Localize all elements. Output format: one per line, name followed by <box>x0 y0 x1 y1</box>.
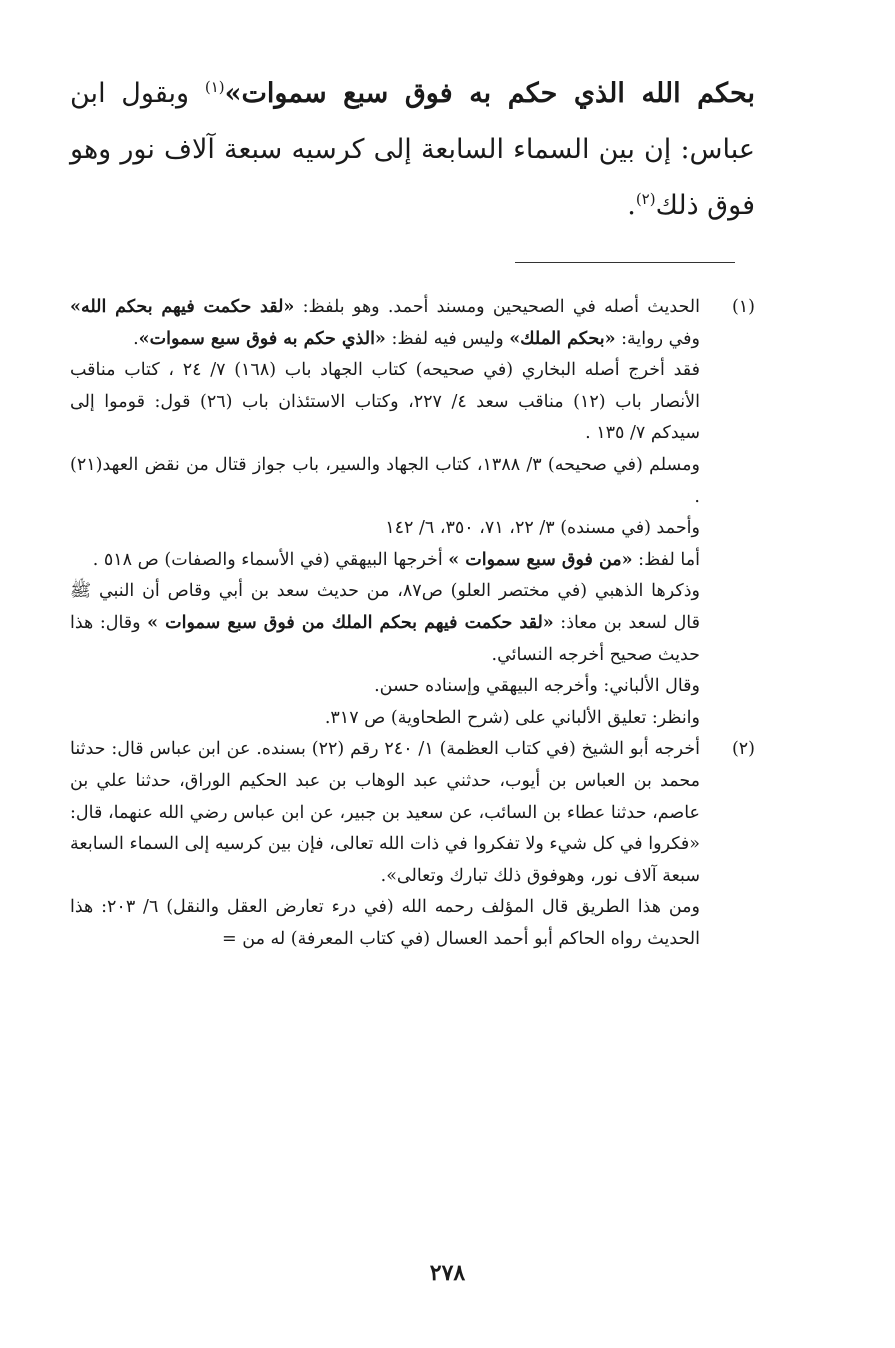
footnote-paragraph: وقال الألباني: وأخرجه البيهقي وإسناده حسن. <box>374 676 700 697</box>
footnote-paragraph: وانظر: تعليق الألباني على (شرح الطحاوية) ص ٣١٧. <box>324 707 700 728</box>
footnote-paragraph <box>70 545 700 577</box>
main-bold-quote: بحكم الله الذي حكم به فوق سبع سموات» <box>224 78 755 109</box>
main-text <box>70 66 755 234</box>
bold-quote: «من فوق سبع سموات » <box>448 549 633 570</box>
page-number: ٢٧٨ <box>429 1260 466 1286</box>
main-paragraph <box>70 66 755 234</box>
footnotes <box>70 292 755 955</box>
main-text-end: . <box>627 190 636 221</box>
footnote-2 <box>70 734 755 955</box>
footnote-paragraph <box>70 292 700 355</box>
text-run: وذكرها الذهبي (في مختصر العلو) ص٨٧، من حديث سعد بن أبي وقاص أن النبي ﷺ قال لسعد بن معاذ: <box>70 581 700 633</box>
footnote-paragraph: فقد أخرج أصله البخاري (في صحيحه) كتاب الجهاد باب (١٦٨) ٧/ ٢٤ ، كتاب مناقب الأنصار باب (١٢) مناقب سعد ٤/ ٢٢٧، وكتاب الاستئذان باب (٢٦) قول: قوموا إلى سيدكم ٧/ ١٣٥ . <box>70 360 700 444</box>
footnote-paragraph: أخرجه أبو الشيخ (في كتاب العظمة) ١/ ٢٤٠ رقم (٢٢) بسنده. عن ابن عباس قال: حدثنا محمد بن العباس بن أيوب، حدثني عبد الوهاب بن عبد الحكيم الوراق، حدثنا علي بن عاصم، حدثنا عطاء بن السائب، عن سعيد بن جبير، عن ابن عباس رضي الله عنهما، قال: «فكروا في كل شيء ولا تفكروا في ذات الله تعالى، فإن بين كرسيه إلى السماء السابعة سبعة آلاف نور، وهوفوق ذلك تبارك وتعالى». <box>70 739 701 886</box>
text-run: وفي رواية: <box>615 328 700 349</box>
footnote-separator <box>515 262 735 263</box>
footnote-paragraph <box>70 576 700 671</box>
text-run: أخرجها البيهقي (في الأسماء والصفات) ص ٥١٨ . <box>92 549 449 570</box>
footnote-number: (٢) <box>731 739 755 760</box>
bold-quote: «الذي حكم به فوق سبع سموات» <box>138 328 386 349</box>
text-run: الحديث أصله في الصحيحين ومسند أحمد. وهو بلفظ: <box>294 297 701 317</box>
footnote-body <box>70 734 700 955</box>
footnote-paragraph: ومن هذا الطريق قال المؤلف رحمه الله (في درء تعارض العقل والنقل) ٦/ ٢٠٣: هذا الحديث رواه الحاكم أبو أحمد العسال (في كتاب المعرفة) له من = <box>70 897 700 949</box>
bold-quote: «لقد حكمت فيهم بحكم الملك من فوق سبع سموات » <box>147 612 554 633</box>
bold-quote: «بحكم الملك» <box>509 328 616 349</box>
footnote-ref-1: (١) <box>204 78 225 96</box>
text-run: وليس فيه لفظ: <box>385 328 510 349</box>
footnote-1 <box>70 292 755 734</box>
main-text-rest: وبقول ابن عباس: إن بين السماء السابعة إلى كرسيه سبعة آلاف نور وهو فوق ذلك <box>70 78 755 221</box>
footnote-paragraph: ومسلم (في صحيحه) ٣/ ١٣٨٨، كتاب الجهاد والسير، باب جواز قتال من نقض العهد(٢١) . <box>70 454 700 507</box>
footnote-body <box>70 292 700 734</box>
text-run: . <box>133 328 139 349</box>
bold-quote: «لقد حكمت فيهم بحكم الله» <box>70 297 295 317</box>
footnote-paragraph: وأحمد (في مسنده) ٣/ ٢٢، ٧١، ٣٥٠، ٦/ ١٤٢ <box>385 518 700 539</box>
footnote-number: (١) <box>731 297 755 317</box>
footnote-ref-2: (٢) <box>635 190 656 208</box>
text-run: أما لفظ: <box>632 549 700 570</box>
text-run: وقال: هذا حديث صحيح أخرجه النسائي. <box>70 612 700 665</box>
